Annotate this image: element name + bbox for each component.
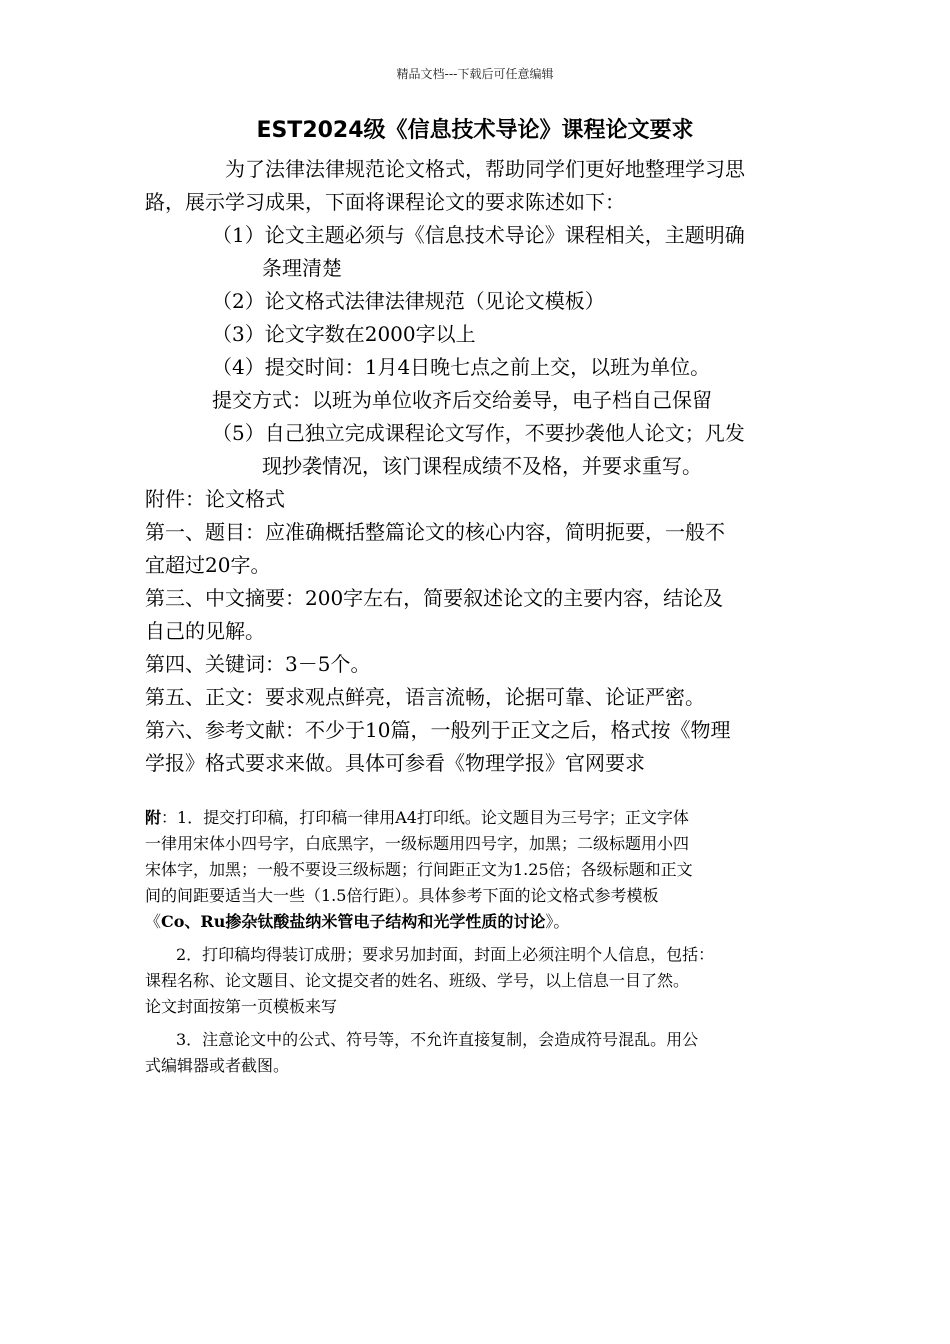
- template-paper-title: Co、Ru掺杂钛酸盐纳米管电子结构和光学性质的讨论: [161, 912, 546, 931]
- requirement-2: （2）论文格式法律法律规范（见论文模板）: [212, 289, 605, 313]
- format-body-rule: 第五、正文：要求观点鲜亮，语言流畅，论据可靠、论证严密。: [145, 685, 705, 709]
- requirement-5-continued: 现抄袭情况，该门课程成绩不及格，并要求重写。: [262, 454, 702, 478]
- requirement-3: （3）论文字数在2000字以上: [212, 322, 476, 346]
- note-2-line-1: 2．打印稿均得装订成册；要求另加封面，封面上必须注明个人信息，包括：: [176, 945, 715, 964]
- note-1-line-4: 间的间距要适当大一些（1.5倍行距）。具体参考下面的论文格式参考模板: [145, 886, 659, 905]
- intro-line-2: 路，展示学习成果，下面将课程论文的要求陈述如下：: [145, 190, 625, 214]
- requirement-1-continued: 条理清楚: [262, 256, 342, 280]
- requirement-5: （5）自己独立完成课程论文写作，不要抄袭他人论文；凡发: [212, 421, 745, 445]
- note-1-text: ：1．提交打印稿，打印稿一律用A4打印纸。论文题目为三号字；正文字体: [161, 808, 689, 827]
- note-1-line-5: [145, 909, 569, 932]
- format-title-rule-continued: 宜超过20字。: [145, 553, 271, 577]
- requirement-4: （4）提交时间：1月4日晚七点之前上交，以班为单位。: [212, 355, 711, 379]
- submission-method: 提交方式：以班为单位收齐后交给姜导，电子档自己保留: [212, 388, 712, 412]
- note-1-line-2: 一律用宋体小四号字，白底黑字，一级标题用四号字，加黑；二级标题用小四: [145, 834, 690, 853]
- note-label: 附: [145, 808, 162, 827]
- template-open-bracket: 《: [145, 912, 162, 931]
- note-3-line-2: 式编辑器或者截图。: [145, 1056, 290, 1075]
- format-keywords-rule: 第四、关键词：3－5个。: [145, 652, 371, 676]
- format-references-rule: 第六、参考文献：不少于10篇，一般列于正文之后，格式按《物理: [145, 718, 731, 742]
- note-2-line-2: 课程名称、论文题目、论文提交者的姓名、班级、学号，以上信息一目了然。: [145, 971, 690, 990]
- page-header: 精品文档---下载后可任意编辑: [396, 67, 554, 81]
- format-abstract-rule-continued: 自己的见解。: [145, 619, 265, 643]
- format-abstract-rule: 第三、中文摘要：200字左右，简要叙述论文的主要内容，结论及: [145, 586, 724, 610]
- note-1-line-1: [145, 805, 689, 828]
- note-2-line-3: 论文封面按第一页模板来写: [145, 997, 338, 1016]
- format-references-rule-continued: 学报》格式要求来做。具体可参看《物理学报》官网要求: [145, 751, 645, 775]
- requirement-1: （1）论文主题必须与《信息技术导论》课程相关，主题明确: [212, 223, 745, 247]
- document-title: EST2024级《信息技术导论》课程论文要求: [256, 118, 694, 143]
- format-title-rule: 第一、题目：应准确概括整篇论文的核心内容，简明扼要，一般不: [145, 520, 725, 544]
- intro-line-1: 为了法律法律规范论文格式，帮助同学们更好地整理学习思: [225, 157, 745, 181]
- note-1-line-3: 宋体字，加黑；一般不要设三级标题；行间距正文为1.25倍；各级标题和正文: [145, 860, 693, 879]
- note-3-line-1: 3．注意论文中的公式、符号等，不允许直接复制，会造成符号混乱。用公: [176, 1030, 699, 1049]
- appendix-heading: 附件：论文格式: [145, 487, 285, 511]
- template-close-bracket: 》。: [545, 912, 570, 931]
